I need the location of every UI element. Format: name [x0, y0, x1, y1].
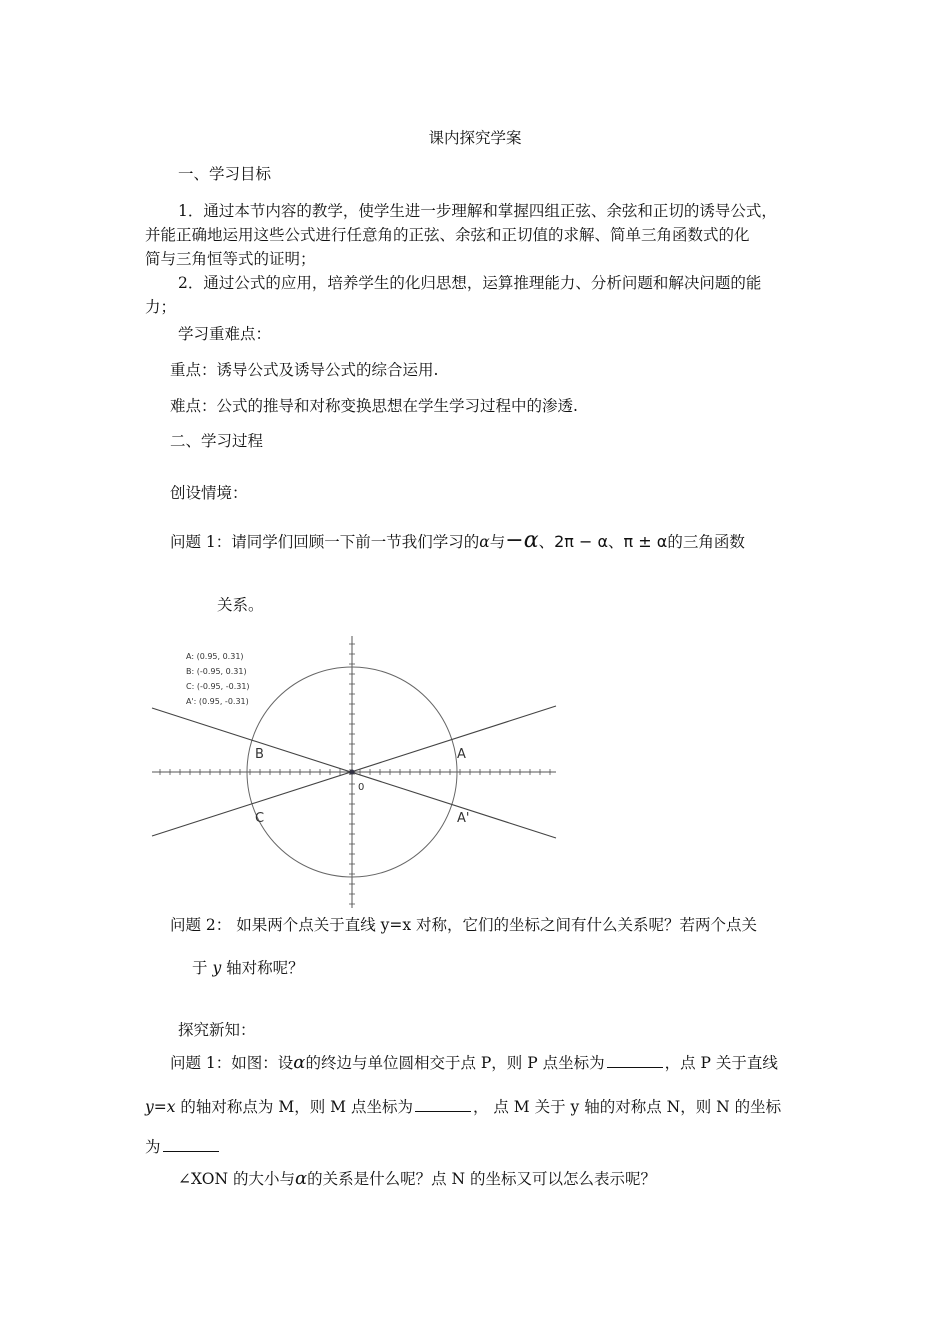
- explore-q2-suffix: 的关系是什么呢？点 N 的坐标又可以怎么表示呢？: [307, 1170, 657, 1188]
- coord-c: C: (-0.95, -0.31): [186, 682, 250, 691]
- alpha-symbol-3: α: [294, 1168, 308, 1189]
- question1-sep2: 、: [608, 533, 624, 551]
- blank-n-coord[interactable]: [163, 1137, 219, 1152]
- two-pi-minus-alpha: 2π − α: [554, 532, 609, 551]
- explore-q1-l2-tail: ， 点 M 关于 y 轴的对称点 N，则 N 的坐标: [472, 1098, 782, 1116]
- explore-q2: [178, 1168, 656, 1190]
- goal2-line2: 力；: [145, 298, 177, 316]
- explore-q1-line3: [145, 1136, 221, 1158]
- explore-q1-line1: [170, 1052, 778, 1074]
- neg-alpha-symbol: −α: [505, 528, 539, 553]
- question1-prefix: 问题 1：请同学们回顾一下前一节我们学习的: [170, 533, 480, 551]
- section2-heading: 二、学习过程: [170, 432, 264, 450]
- goal1-line1: 1．通过本节内容的教学，使学生进一步理解和掌握四组正弦、余弦和正切的诱导公式，: [178, 202, 777, 220]
- goal1-line2: 并能正确地运用这些公式进行任意角的正弦、余弦和正切值的求解、简单三角函数式的化: [145, 226, 750, 244]
- question1: [170, 530, 745, 553]
- coord-b: B: (-0.95, 0.31): [186, 667, 247, 676]
- key-heading: 学习重难点：: [178, 325, 272, 343]
- origin-point: [350, 770, 355, 775]
- yx-symbol: y=x: [145, 1098, 176, 1116]
- explore-q1-line2: [145, 1096, 781, 1118]
- explore-q1-tail: ，点 P 关于直线: [664, 1054, 778, 1072]
- label-c: C: [255, 811, 265, 826]
- label-a: A: [457, 747, 466, 762]
- blank-p-coord[interactable]: [607, 1053, 663, 1068]
- coord-a: A: (0.95, 0.31): [186, 652, 244, 661]
- label-origin: 0: [358, 782, 365, 793]
- section1-heading: 一、学习目标: [178, 165, 272, 183]
- label-b: B: [255, 747, 264, 762]
- question1-line2: 关系。: [217, 596, 264, 614]
- explore-q1-l3: 为: [145, 1138, 161, 1156]
- question1-suffix: 的三角函数: [667, 533, 745, 551]
- pi-pm-alpha: π ± α: [623, 532, 668, 551]
- y-symbol: y: [212, 959, 222, 977]
- question1-sep1: 、: [538, 533, 555, 551]
- coordinate-list: [186, 652, 250, 706]
- alpha-symbol-2: α: [293, 1052, 306, 1073]
- alpha-symbol: α: [479, 533, 490, 551]
- page-title: 课内探究学案: [428, 129, 522, 147]
- explore-label: 探究新知：: [178, 1021, 256, 1039]
- goal2-line1: 2．通过公式的应用，培养学生的化归思想，运算推理能力、分析问题和解决问题的能: [178, 274, 762, 292]
- question2-line1: 问题 2： 如果两个点关于直线 y=x 对称，它们的坐标之间有什么关系呢？若两个点关: [170, 916, 758, 934]
- key-point: 重点：诱导公式及诱导公式的综合运用.: [170, 361, 439, 379]
- label-a-prime: A': [457, 811, 470, 826]
- question1-yu: 与: [489, 533, 506, 551]
- question2-prefix: 于: [192, 959, 213, 977]
- blank-m-coord[interactable]: [415, 1097, 471, 1112]
- explore-q2-prefix: ∠XON 的大小与: [178, 1170, 295, 1188]
- goal1-line3: 简与三角恒等式的证明；: [145, 250, 316, 268]
- explore-q1-prefix: 问题 1：如图：设: [170, 1054, 294, 1072]
- unit-circle-figure: [140, 632, 570, 912]
- coord-a-prime: A': (0.95, -0.31): [186, 697, 249, 706]
- difficulty: 难点：公式的推导和对称变换思想在学生学习过程中的渗透.: [170, 397, 578, 415]
- question2-suffix: 轴对称呢？: [221, 959, 304, 977]
- scenario-label: 创设情境：: [170, 484, 248, 502]
- question2-line2: [192, 957, 304, 979]
- explore-q1-mid: 的终边与单位圆相交于点 P，则 P 点坐标为: [305, 1054, 605, 1072]
- explore-q1-l2-mid: 的轴对称点为 M，则 M 点坐标为: [175, 1098, 413, 1116]
